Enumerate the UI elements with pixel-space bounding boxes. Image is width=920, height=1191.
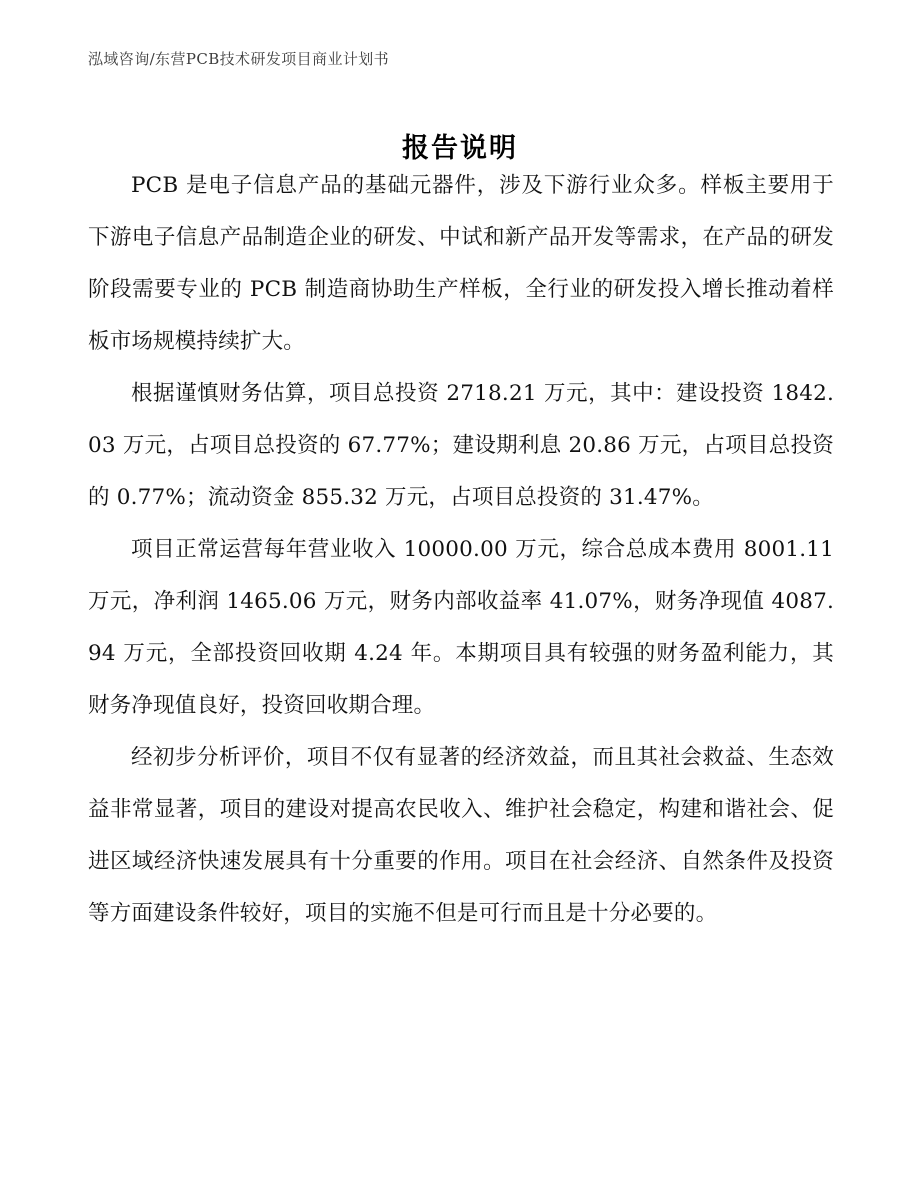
page-title: 报告说明 xyxy=(402,133,518,165)
running-header: 泓域咨询/东营PCB技术研发项目商业计划书 xyxy=(88,50,390,68)
paragraph-operating-results: 项目正常运营每年营业收入 10000.00 万元，综合总成本费用 8001.11 万元，净利润 1465.06 万元，财务内部收益率 41.07%，财务净现值 4087.94 万元，全部投资回收期 4.24 年。本期项目具有较强的财务盈利能力，其财务净现值良好，投资回收期合理。 xyxy=(88,537,834,718)
paragraph-benefit-evaluation: 经初步分析评价，项目不仅有显著的经济效益，而且其社会救益、生态效益非常显著，项目的建设对提高农民收入、维护社会稳定，构建和谐社会、促进区域经济快速发展具有十分重要的作用。项目在社会经济、自然条件及投资等方面建设条件较好，项目的实施不但是可行而且是十分必要的。 xyxy=(88,745,834,926)
document-body xyxy=(88,160,834,940)
paragraph-investment-estimate: 根据谨慎财务估算，项目总投资 2718.21 万元，其中：建设投资 1842.03 万元，占项目总投资的 67.77%；建设期利息 20.86 万元，占项目总投资的 0.77%；流动资金 855.32 万元，占项目总投资的 31.47%。 xyxy=(88,381,834,510)
paragraph-industry-overview: PCB 是电子信息产品的基础元器件，涉及下游行业众多。样板主要用于下游电子信息产品制造企业的研发、中试和新产品开发等需求，在产品的研发阶段需要专业的 PCB 制造商协助生产样板，全行业的研发投入增长推动着样板市场规模持续扩大。 xyxy=(88,173,834,354)
